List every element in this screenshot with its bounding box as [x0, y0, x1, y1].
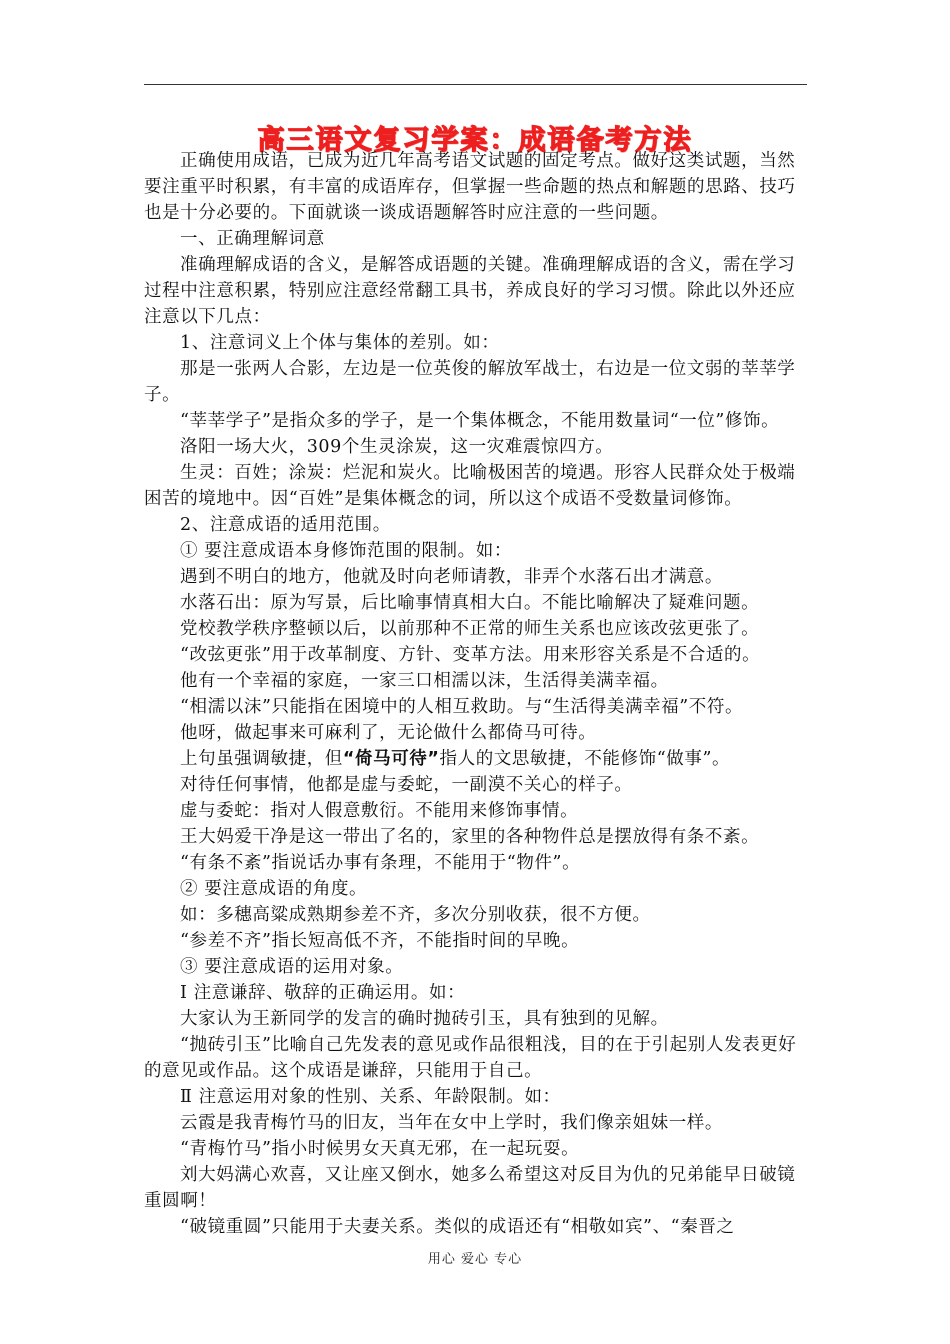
document-title: 高三语文复习学案：成语备考方法 [257, 125, 693, 156]
example-sentence: 云霞是我青梅竹马的旧友，当年在女中上学时，我们像亲姐妹一样。 [180, 1113, 723, 1133]
explanation: 虚与委蛇：指对人假意敷衍。不能用来修饰事情。 [180, 801, 579, 821]
subheading: ② 要注意成语的角度。 [180, 879, 368, 899]
explanation: 水落石出：原为写景，后比喻事情真相大白。不能比喻解决了疑难问题。 [180, 593, 760, 613]
example-sentence: 如：多穗高粱成熟期参差不齐，多次分别收获，很不方便。 [180, 905, 651, 925]
example-sentence: 他有一个幸福的家庭，一家三口相濡以沫，生活得美满幸福。 [180, 671, 669, 691]
explanation: “有条不紊”指说话办事有条理，不能用于“物件”。 [180, 853, 581, 873]
example-sentence: 那是一张两人合影，左边是一位英俊的解放军战士，右边是一位文弱的莘莘学子。 [144, 359, 796, 405]
example-sentence: 对待任何事情，他都是虚与委蛇，一副漠不关心的样子。 [180, 775, 633, 795]
explanation: 生灵：百姓；涂炭：烂泥和炭火。比喻极困苦的境遇。形容人民群众处于极端困苦的境地中。因“百姓”是集体概念的词，所以这个成语不受数量词修饰。 [144, 463, 796, 509]
subheading: ③ 要注意成语的运用对象。 [180, 957, 404, 977]
explanation: “改弦更张”用于改革制度、方针、变革方法。用来形容关系是不合适的。 [180, 645, 761, 665]
explanation: “莘莘学子”是指众多的学子，是一个集体概念，不能用数量词“一位”修饰。 [180, 411, 780, 431]
subheading: Ⅰ 注意谦辞、敬辞的正确运用。如： [180, 983, 466, 1003]
example-sentence: 洛阳一场大火，309个生灵涂炭，这一灾难震惊四方。 [180, 437, 614, 457]
paragraph: 准确理解成语的含义，是解答成语题的关键。准确理解成语的含义，需在学习过程中注意积累，特别应注意经常翻工具书，养成良好的学习习惯。除此以外还应注意以下几点： [144, 255, 796, 327]
document-body [144, 148, 810, 1240]
explanation-tail: 指人的文思敏捷，不能修饰“做事”。 [439, 749, 731, 769]
example-sentence: 王大妈爱干净是这一带出了名的，家里的各种物件总是摆放得有条不紊。 [180, 827, 760, 847]
header-rule [144, 84, 807, 85]
subheading: Ⅱ 注意运用对象的性别、关系、年龄限制。如： [180, 1087, 561, 1107]
paragraph: 正确使用成语，已成为近几年高考语文试题的固定考点。做好这类试题，当然要注重平时积累，有丰富的成语库存，但掌握一些命题的热点和解题的思路、技巧也是十分必要的。下面就谈一谈成语题解答时应注意的一些问题。 [144, 151, 796, 223]
explanation: “相濡以沫”只能指在困境中的人相互救助。与“生活得美满幸福”不符。 [180, 697, 744, 717]
explanation: “青梅竹马”指小时候男女天真无邪，在一起玩耍。 [180, 1139, 580, 1159]
example-sentence: 遇到不明白的地方，他就及时向老师请教，非弄个水落石出才满意。 [180, 567, 723, 587]
example-sentence: 大家认为王新同学的发言的确时抛砖引玉，具有独到的见解。 [180, 1009, 669, 1029]
highlighted-idiom: “倚马可待” [342, 749, 440, 769]
explanation [144, 746, 810, 772]
subheading: ① 要注意成语本身修饰范围的限制。如： [180, 541, 512, 561]
page-footer: 用心 爱心 专心 [427, 1252, 523, 1267]
example-sentence: 他呀，做起事来可麻利了，无论做什么都倚马可待。 [180, 723, 597, 743]
section-heading: 一、正确理解词意 [180, 229, 325, 249]
explanation: “参差不齐”指长短高低不齐，不能指时间的早晚。 [180, 931, 580, 951]
example-sentence: 刘大妈满心欢喜，又让座又倒水，她多么希望这对反目为仇的兄弟能早日破镜重圆啊！ [144, 1165, 796, 1211]
explanation: “抛砖引玉”比喻自己先发表的意见或作品很粗浅，目的在于引起别人发表更好的意见或作品。这个成语是谦辞，只能用于自己。 [144, 1035, 797, 1081]
subheading: 1、注意词义上个体与集体的差别。如： [180, 333, 500, 353]
subheading: 2、注意成语的适用范围。 [180, 515, 391, 535]
explanation-lead: 上句虽强调敏捷，但 [180, 749, 343, 769]
example-sentence: 党校教学秩序整顿以后，以前那种不正常的师生关系也应该改弦更张了。 [180, 619, 760, 639]
explanation: “破镜重圆”只能用于夫妻关系。类似的成语还有“相敬如宾”、“秦晋之 [180, 1217, 735, 1237]
